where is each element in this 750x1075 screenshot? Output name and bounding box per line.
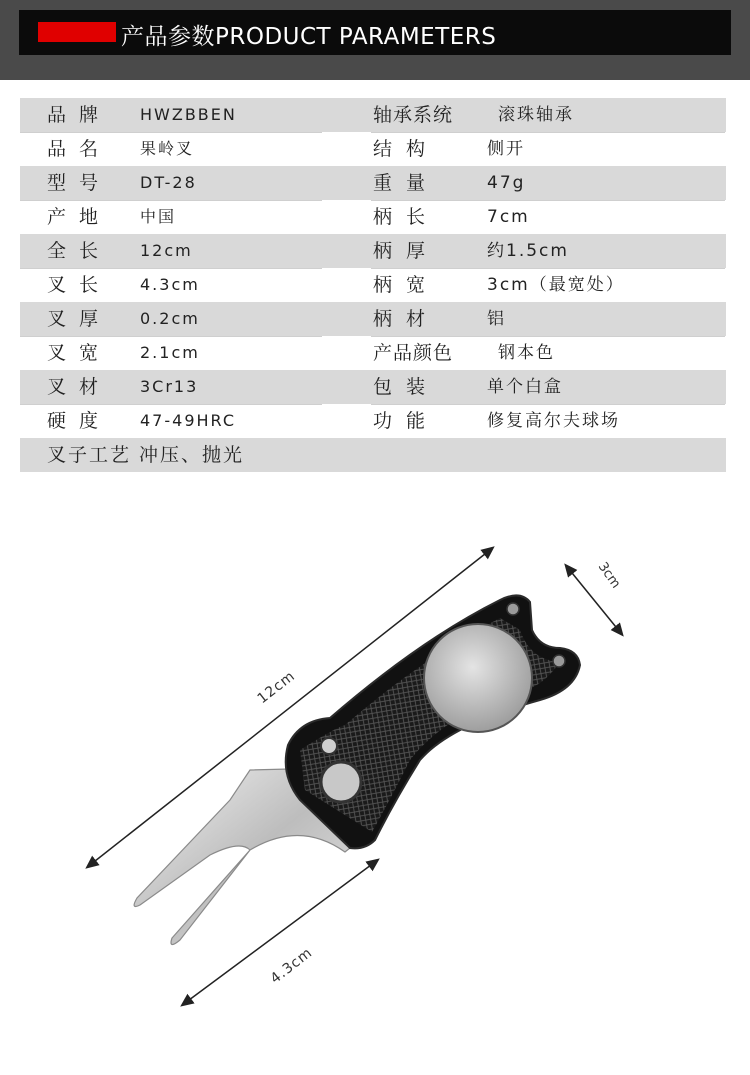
spec-row (20, 370, 726, 404)
spec-row (20, 234, 726, 268)
process-label: 叉子工艺 冲压、抛光 (47, 444, 245, 466)
spec-key: 柄宽 (373, 274, 440, 296)
spec-key: 产品颜色 (373, 342, 454, 364)
spec-row (20, 166, 726, 200)
spec-key: 功能 (373, 410, 440, 432)
spec-value: 47g (487, 173, 526, 193)
spec-key: 型号 (47, 172, 112, 194)
spec-row (20, 98, 726, 132)
spec-value: 钢本色 (498, 343, 555, 363)
spec-key: 叉厚 (47, 308, 112, 330)
spec-value: 侧开 (487, 139, 525, 159)
spec-row (20, 268, 726, 302)
product-illustration (0, 500, 750, 1075)
spec-value: 中国 (140, 207, 177, 226)
spec-value: HWZBBEN (140, 105, 237, 124)
accent-bar (38, 22, 116, 42)
section-banner (19, 10, 731, 55)
length-label: 12cm (254, 667, 299, 708)
rivet (321, 738, 337, 754)
spec-key: 柄材 (373, 308, 440, 330)
spec-row (20, 200, 726, 234)
ball-marker-disc (424, 624, 532, 732)
spec-key: 柄长 (373, 206, 440, 228)
spec-value: 修复高尔夫球场 (487, 411, 620, 431)
spec-key: 全长 (47, 240, 112, 262)
spec-value: 单个白盒 (487, 377, 563, 397)
width-label: 3cm (594, 559, 624, 592)
prong-label: 4.3cm (267, 944, 316, 988)
spec-key: 重量 (373, 172, 440, 194)
spec-value: 4.3cm (140, 275, 200, 294)
section-title: 产品参数PRODUCT PARAMETERS (121, 24, 497, 50)
spec-row-process (20, 438, 726, 472)
spec-key: 品名 (47, 138, 112, 160)
spec-value: 滚珠轴承 (498, 105, 574, 125)
spec-value: 7cm (487, 207, 530, 227)
spec-key: 包装 (373, 376, 440, 398)
spec-table (20, 98, 726, 472)
spec-key: 叉宽 (47, 342, 112, 364)
spec-row (20, 302, 726, 336)
spec-key: 叉长 (47, 274, 112, 296)
spec-key: 产地 (47, 206, 112, 228)
screw (507, 603, 519, 615)
spec-value: 果岭叉 (140, 139, 195, 158)
spec-value: DT-28 (140, 173, 197, 192)
spec-row (20, 404, 726, 438)
spec-key: 轴承系统 (373, 104, 454, 126)
spec-value: 铝 (487, 309, 506, 329)
screw (553, 655, 565, 667)
release-button (321, 762, 361, 802)
spec-key: 柄厚 (373, 240, 440, 262)
spec-row (20, 132, 726, 166)
spec-value: 3Cr13 (140, 377, 199, 396)
spec-value: 3cm（最宽处） (487, 275, 625, 295)
spec-value: 2.1cm (140, 343, 200, 362)
spec-key: 结构 (373, 138, 440, 160)
spec-key: 品牌 (47, 104, 112, 126)
fork-handle (286, 595, 580, 848)
spec-row (20, 336, 726, 370)
spec-value: 约1.5cm (487, 241, 569, 261)
spec-key: 硬度 (47, 410, 112, 432)
spec-key: 叉材 (47, 376, 112, 398)
spec-value: 47-49HRC (140, 411, 237, 430)
spec-value: 12cm (140, 241, 193, 260)
spec-value: 0.2cm (140, 309, 200, 328)
